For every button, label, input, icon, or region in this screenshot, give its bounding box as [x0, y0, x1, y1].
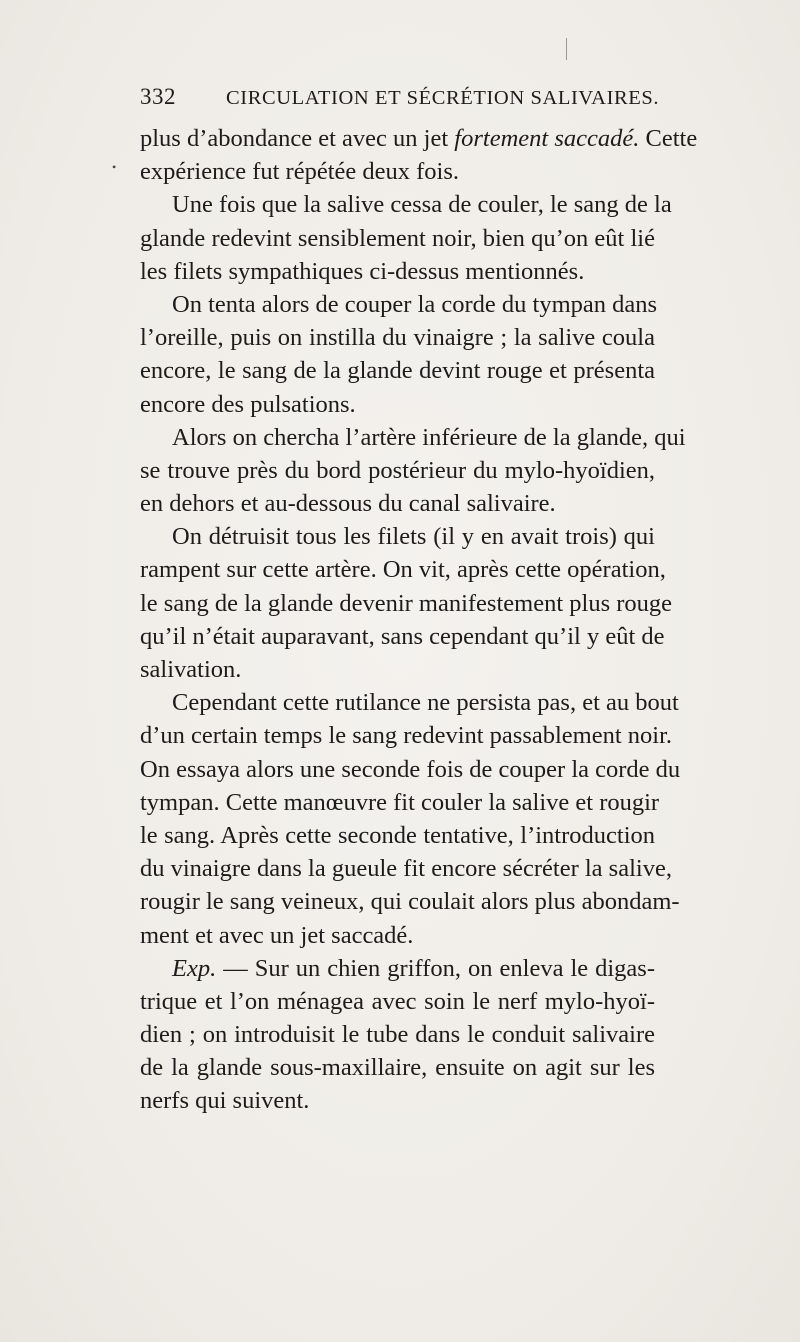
text-line: On essaya alors une seconde fois de couper la corde du — [140, 755, 681, 783]
text-line: qu’il n’était auparavant, sans cependant qu’il y eût de — [140, 622, 665, 650]
text-line: le sang de la glande devenir manifestement plus rouge — [140, 589, 673, 617]
paragraph-start: On détruisit tous les filets (il y en avait trois) qui — [172, 523, 655, 551]
text-line: rougir le sang veineux, qui coulait alors plus abondam- — [140, 888, 680, 916]
text-line: d’un certain temps le sang redevint passablement noir. — [140, 722, 673, 750]
paragraph-start: Alors on chercha l’artère inférieure de la glande, qui — [172, 423, 686, 451]
print-speck — [566, 38, 567, 60]
body-text — [140, 122, 698, 1118]
text-line: les filets sympathiques ci-dessus mentionnés. — [140, 257, 585, 285]
paragraph-start: On tenta alors de couper la corde du tympan dans — [172, 290, 658, 318]
text-line: encore, le sang de la glande devint rouge et présenta — [140, 357, 655, 385]
text-line: ment et avec un jet saccadé. — [140, 921, 414, 949]
text-line: salivation. — [140, 656, 242, 683]
paragraph-start: Une fois que la salive cessa de couler, le sang de la — [172, 191, 672, 219]
text-line: l’oreille, puis on instilla du vinaigre ; la salive coula — [140, 324, 655, 352]
page-number: 332 — [140, 84, 176, 109]
text-line: dien ; on introduisit le tube dans le conduit salivaire — [140, 1021, 655, 1049]
text-line: se trouve près du bord postérieur du mylo-hyoïdien, — [140, 456, 655, 484]
margin-mark: • — [112, 160, 117, 174]
text-line: rampent sur cette artère. On vit, après cette opération, — [140, 556, 666, 584]
text-line: tympan. Cette manœuvre fit couler la salive et rougir — [140, 788, 660, 816]
paragraph-start: Cependant cette rutilance ne persista pas, et au bout — [172, 689, 679, 717]
text-line: le sang. Après cette seconde tentative, l’introduction — [140, 821, 655, 849]
text-line: plus d’abondance et avec un jet fortement saccadé. Cette — [140, 125, 698, 152]
text-line: en dehors et au-dessous du canal salivaire. — [140, 490, 556, 518]
text-line: du vinaigre dans la gueule fit encore sécréter la salive, — [140, 855, 672, 883]
paragraph-start: Exp. — Sur un chien griffon, on enleva le digas- — [172, 954, 655, 982]
text-line: expérience fut répétée deux fois. — [140, 158, 460, 186]
text-line: trique et l’on ménagea avec soin le nerf mylo-hyoï- — [140, 987, 655, 1015]
page-header — [140, 84, 660, 114]
running-head: CIRCULATION ET SÉCRÉTION SALIVAIRES. — [226, 87, 660, 109]
text-line: de la glande sous-maxillaire, ensuite on agit sur les — [140, 1054, 655, 1082]
text-line: encore des pulsations. — [140, 390, 356, 418]
text-line: nerfs qui suivent. — [140, 1087, 310, 1115]
text-line: glande redevint sensiblement noir, bien qu’on eût lié — [140, 224, 655, 252]
